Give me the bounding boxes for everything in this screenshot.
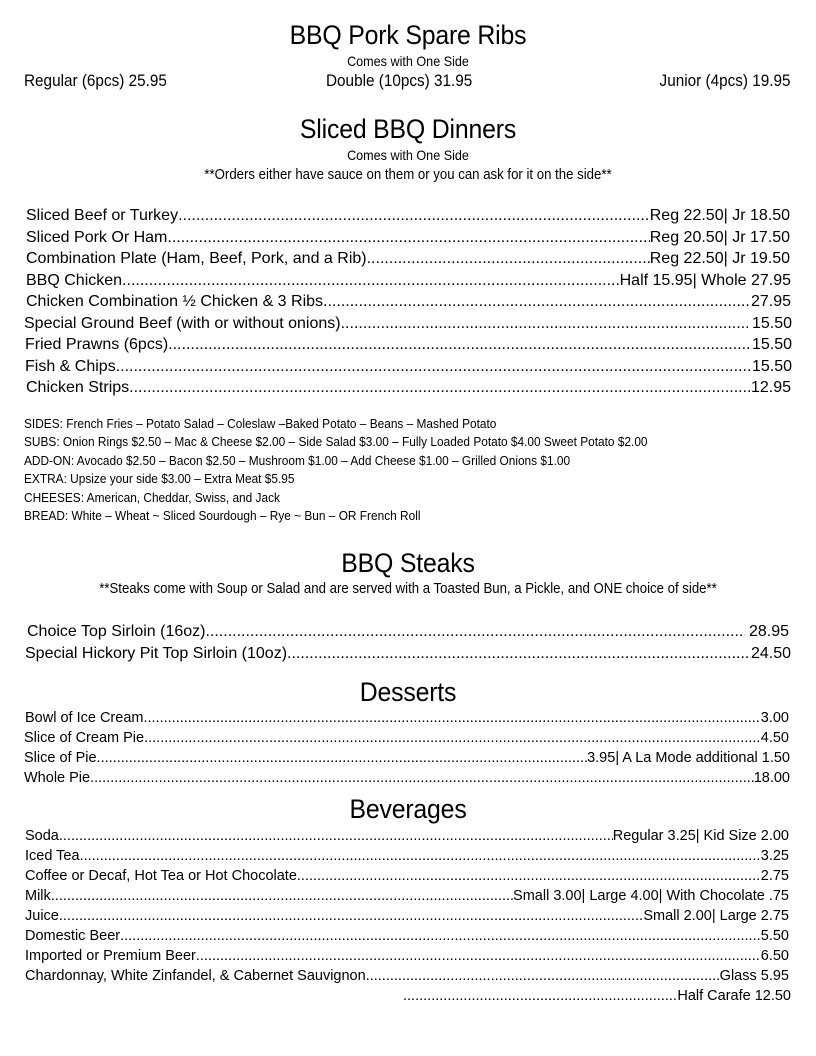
dot-leader: [367, 248, 650, 270]
dot-leader: [178, 205, 650, 227]
item-price: Reg 22.50| Jr 19.50: [649, 250, 790, 267]
beverages-title: Beverages: [349, 794, 467, 824]
item-price: 12.95: [750, 379, 791, 396]
menu-item: [25, 708, 789, 728]
menu-item: [25, 826, 789, 846]
item-price: 3.00: [760, 710, 789, 726]
item-price: Glass 5.95: [719, 968, 789, 984]
item-price: 27.95: [750, 293, 791, 310]
item-name: Chicken Combination ½ Chicken & 3 Ribs: [26, 293, 324, 310]
item-price: 15.50: [751, 357, 792, 375]
item-price: 28.95: [744, 623, 789, 640]
item-price: Reg 20.50| Jr 17.50: [649, 228, 790, 246]
dot-leader: [59, 906, 644, 926]
menu-item: [26, 227, 790, 249]
add-on-line: ADD-ON: Avocado $2.50 – Bacon $2.50 – Mushroom $1.00 – Add Cheese $1.00 – Grilled Onions $1.00: [24, 452, 571, 468]
ribs-option-junior: Junior (4pcs) 19.95: [660, 71, 791, 90]
item-price: 4.50: [760, 730, 789, 746]
menu-item: [26, 270, 791, 292]
item-name: Sliced Pork Or Ham: [26, 228, 168, 246]
item-name: Juice: [25, 908, 59, 924]
item-price: Half 15.95| Whole 27.95: [619, 271, 791, 289]
menu-item-continuation: [403, 986, 791, 1006]
dinners-title: Sliced BBQ Dinners: [299, 114, 517, 144]
dot-leader: [143, 708, 760, 728]
cheeses-line: CHEESES: American, Cheddar, Swiss, and Jack: [24, 489, 280, 505]
menu-item: [25, 966, 789, 986]
dot-leader: [129, 377, 751, 399]
dinners-sauce-note: **Orders either have sauce on them or you can ask for it on the side**: [204, 166, 612, 183]
steaks-title: BBQ Steaks: [341, 548, 475, 578]
item-price: Regular 3.25| Kid Size 2.00: [612, 828, 789, 844]
item-name: Coffee or Decaf, Hot Tea or Hot Chocolate: [25, 868, 297, 884]
item-price: Half Carafe 12.50: [677, 988, 791, 1004]
menu-item: [26, 248, 790, 270]
item-name: Milk: [25, 888, 51, 904]
dot-leader: [168, 334, 752, 356]
dot-leader: [116, 356, 752, 378]
extra-line: EXTRA: Upsize your side $3.00 – Extra Meat $5.95: [24, 471, 295, 487]
dot-leader: [323, 291, 751, 313]
menu-item: [25, 886, 789, 906]
ribs-option-regular: Regular (6pcs) 25.95: [24, 71, 167, 90]
menu-item: [24, 748, 790, 768]
dot-leader: [287, 643, 751, 665]
desserts-title: Desserts: [359, 677, 457, 707]
item-name: Bowl of Ice Cream: [25, 710, 144, 726]
dot-leader: [90, 768, 754, 788]
menu-item: [24, 313, 792, 335]
dot-leader: [144, 728, 761, 748]
item-name: Iced Tea: [25, 848, 80, 864]
item-name: Chardonnay, White Zinfandel, & Cabernet Sauvignon: [25, 968, 366, 984]
dot-leader: [80, 846, 761, 866]
item-name: Chicken Strips: [26, 379, 130, 396]
dot-leader: [196, 946, 761, 966]
item-name: Choice Top Sirloin (16oz): [27, 623, 206, 640]
ribs-subtitle: Comes with One Side: [347, 53, 469, 69]
menu-item: [25, 846, 789, 866]
item-price: 3.25: [760, 848, 789, 864]
ribs-option-double: Double (10pcs) 31.95: [326, 71, 473, 90]
item-name: Fried Prawns (6pcs): [25, 336, 169, 353]
dot-leader: [97, 748, 588, 768]
dot-leader: [167, 227, 649, 249]
item-price: Small 3.00| Large 4.00| With Chocolate .75: [513, 888, 789, 904]
item-name: BBQ Chicken: [26, 271, 123, 289]
item-name: Special Hickory Pit Top Sirloin (10oz): [25, 645, 288, 662]
item-name: Soda: [25, 828, 59, 844]
item-price: 18.00: [753, 770, 790, 786]
item-price: 24.50: [750, 645, 791, 662]
ribs-options: [0, 71, 816, 91]
dot-leader: [120, 926, 761, 946]
item-price: 6.50: [760, 948, 789, 964]
menu-item: [25, 946, 789, 966]
dot-leader: [403, 986, 677, 1006]
item-name: Whole Pie: [24, 770, 91, 786]
menu-item: [24, 768, 790, 788]
menu-item: [27, 621, 789, 643]
item-price: 5.50: [760, 928, 789, 944]
item-price: 15.50: [751, 336, 792, 353]
bread-line: BREAD: White – Wheat ~ Sliced Sourdough – Rye ~ Bun – OR French Roll: [24, 507, 421, 523]
menu-item: [25, 643, 791, 665]
sides-line: SIDES: French Fries – Potato Salad – Coleslaw –Baked Potato – Beans – Mashed Potato: [24, 416, 497, 431]
dot-leader: [297, 866, 761, 886]
dot-leader: [51, 886, 513, 906]
dot-leader: [59, 826, 613, 846]
steaks-note: **Steaks come with Soup or Salad and are served with a Toasted Bun, a Pickle, and ONE choice of side**: [99, 580, 717, 597]
ribs-title: BBQ Pork Spare Ribs: [289, 20, 527, 50]
dot-leader: [122, 270, 620, 292]
item-name: Sliced Beef or Turkey: [26, 207, 179, 224]
menu-item: [25, 334, 792, 356]
sides-and-extras: [24, 415, 717, 525]
item-price: Reg 22.50| Jr 18.50: [649, 207, 790, 224]
dot-leader: [341, 313, 748, 335]
dinners-subtitle: Comes with One Side: [347, 147, 469, 163]
menu-item: [25, 866, 789, 886]
item-name: Special Ground Beef (with or without onions): [24, 314, 341, 332]
menu-item: [25, 906, 789, 926]
item-name: Combination Plate (Ham, Beef, Pork, and a Rib): [26, 250, 367, 267]
menu-item: [26, 377, 791, 399]
item-name: Slice of Cream Pie: [24, 730, 145, 746]
menu-item: [26, 291, 791, 313]
dot-leader: [205, 621, 744, 643]
item-price: 2.75: [760, 868, 789, 884]
item-name: Imported or Premium Beer: [25, 948, 196, 964]
item-name: Slice of Pie: [24, 750, 97, 766]
item-name: Fish & Chips: [25, 357, 116, 375]
item-name: Domestic Beer: [25, 928, 121, 944]
item-price: 15.50: [747, 314, 792, 332]
subs-line: SUBS: Onion Rings $2.50 – Mac & Cheese $2.00 – Side Salad $3.00 – Fully Loaded Potato $4.00 Sweet Potato $2.00: [24, 434, 648, 450]
item-price: Small 2.00| Large 2.75: [643, 908, 789, 924]
menu-item: [24, 728, 789, 748]
menu-item: [25, 356, 792, 378]
menu-item: [25, 926, 789, 946]
dot-leader: [366, 966, 720, 986]
item-price: 3.95| A La Mode additional 1.50: [587, 750, 790, 766]
menu-item: [26, 205, 790, 227]
